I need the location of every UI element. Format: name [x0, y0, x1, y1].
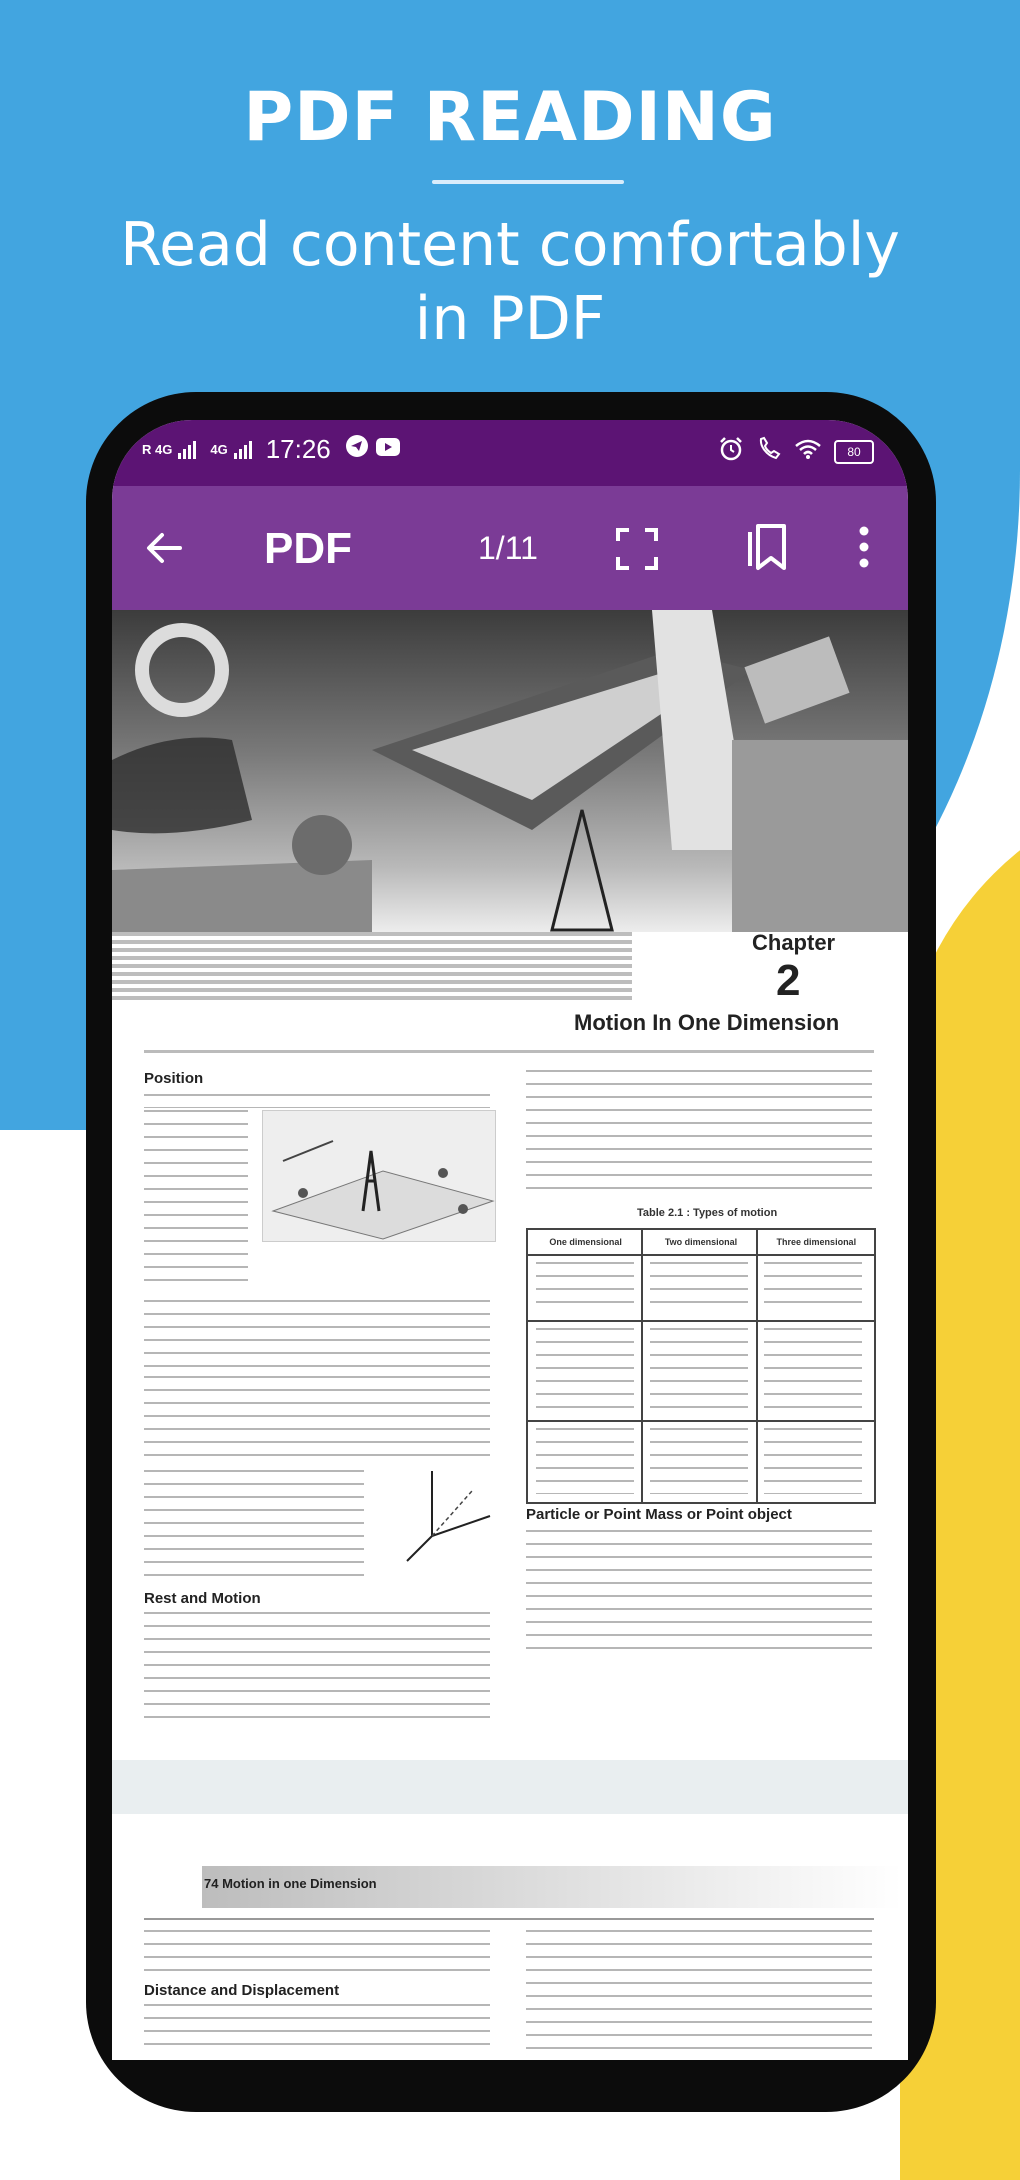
pdf-page-1[interactable]: [112, 610, 908, 1760]
table-divider: [528, 1320, 874, 1322]
network-label-2: 4G: [210, 442, 228, 457]
hero-title: PDF READING: [243, 78, 777, 157]
telegram-icon: [345, 434, 369, 465]
chapter-title: Motion In One Dimension: [574, 1010, 840, 1035]
table-cell-text: [650, 1428, 748, 1494]
section-heading-distance: Distance and Displacement: [144, 1982, 340, 1999]
section-heading-particle: Particle or Point Mass or Point object: [526, 1506, 792, 1523]
table-caption: Table 2.1 : Types of motion: [637, 1207, 778, 1219]
chapter-number: 2: [776, 956, 801, 1005]
table-cell-text: [650, 1262, 748, 1314]
text-block: [526, 1070, 872, 1166]
signal-icon: [178, 441, 196, 459]
table-cell-text: [764, 1428, 862, 1494]
chapter-label: Chapter: [752, 930, 836, 955]
table-divider: [641, 1230, 643, 1502]
table-header-cell: One dimensional: [549, 1237, 622, 1247]
table-header-row: [528, 1230, 874, 1256]
status-left: [142, 434, 401, 465]
bookmarks-icon[interactable]: [744, 522, 788, 577]
text-block: [144, 1930, 490, 1974]
section-heading-rest-motion: Rest and Motion: [144, 1590, 261, 1607]
phone-screen: [112, 420, 908, 2060]
pdf-viewer[interactable]: [112, 610, 908, 2060]
hero-divider: [432, 180, 624, 184]
more-options-icon[interactable]: [858, 526, 870, 573]
status-time: 17:26: [265, 434, 331, 464]
page-header-title: 74 Motion in one Dimension: [204, 1876, 377, 1891]
table-divider: [756, 1230, 758, 1502]
text-block: [526, 1174, 872, 1200]
pdf-page-2[interactable]: [112, 1814, 908, 2060]
hero-subtitle-line-2: in PDF: [414, 284, 606, 354]
text-block: [144, 1470, 364, 1580]
table-header-cell: Two dimensional: [664, 1237, 738, 1247]
wifi-icon: [794, 438, 822, 465]
app-bar: [112, 486, 908, 610]
text-block: [526, 1530, 872, 1650]
header-stripes: [112, 932, 632, 1002]
youtube-icon: [375, 434, 401, 465]
hero-subtitle: [40, 208, 980, 356]
table-cell-text: [536, 1262, 634, 1314]
table-cell-text: [536, 1428, 634, 1494]
figure-coordinate-axes: [402, 1466, 492, 1566]
chapter-divider: [144, 1050, 874, 1053]
text-block: [144, 1094, 490, 1108]
status-right: [718, 436, 874, 467]
page-indicator: 1/11: [478, 530, 538, 566]
back-arrow-icon[interactable]: [144, 528, 184, 573]
status-bar: [112, 420, 908, 486]
table-header-cell: Three dimensional: [776, 1237, 857, 1247]
app-title: PDF: [264, 524, 352, 573]
section-heading-position: Position: [144, 1070, 204, 1087]
text-block: [144, 2004, 490, 2054]
network-label-1: R 4G: [142, 442, 173, 457]
text-block: [144, 1376, 490, 1462]
signal-icon-2: [234, 441, 252, 459]
table-cell-text: [536, 1328, 634, 1414]
text-block: [144, 1612, 490, 1722]
battery-indicator: 80: [834, 440, 874, 464]
page-header-divider: [144, 1918, 874, 1920]
text-block: [144, 1110, 248, 1292]
text-block: [526, 1930, 872, 2054]
hero-subtitle-line-1: Read content comfortably: [120, 210, 900, 280]
table-cell-text: [764, 1328, 862, 1414]
figure-eiffel-observers: [262, 1110, 496, 1242]
alarm-icon: [718, 436, 744, 467]
types-of-motion-table: [526, 1228, 876, 1504]
table-divider: [528, 1420, 874, 1422]
text-block: [144, 1300, 490, 1370]
chapter-banner-image: [112, 610, 908, 932]
fullscreen-icon[interactable]: [614, 526, 660, 577]
table-cell-text: [650, 1328, 748, 1414]
table-cell-text: [764, 1262, 862, 1314]
call-icon: [756, 436, 782, 467]
